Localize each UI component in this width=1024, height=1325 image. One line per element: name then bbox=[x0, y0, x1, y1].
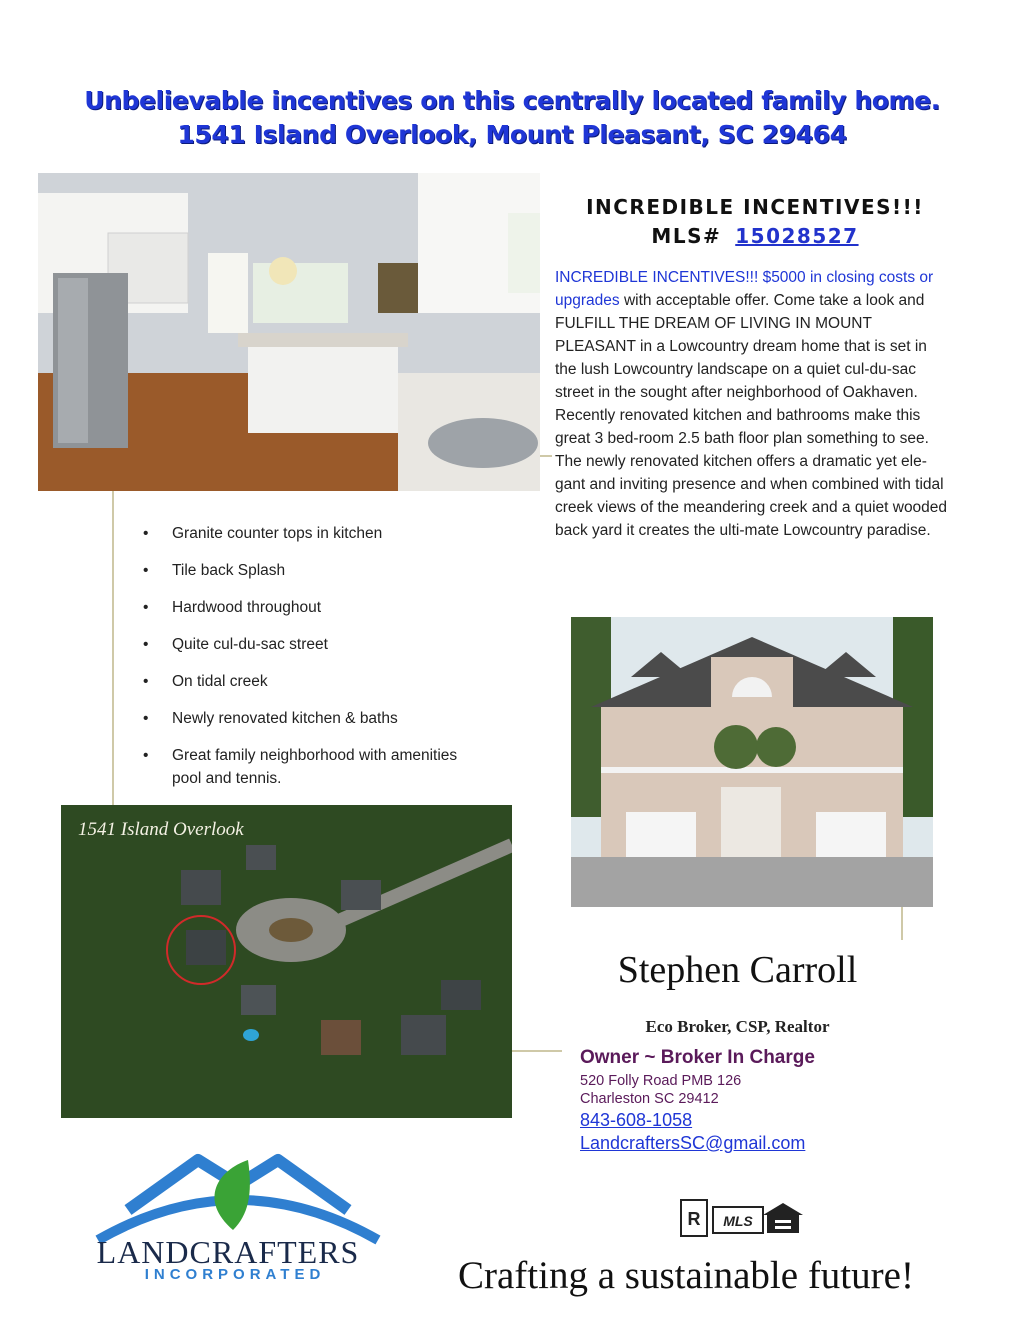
realtor-mls-badges bbox=[679, 1197, 819, 1243]
listing-description bbox=[555, 266, 950, 542]
list-item: • Quite cul-du-sac street bbox=[140, 633, 470, 656]
description-text: with acceptable offer. Come take a look and FULFILL THE DREAM OF LIVING IN MOUNT PLEASANT in a Lowcountry dream home that is set in the lush Lowcountry landscape on a quiet cul-du-sac street in the sought after neighborhood of Oakhaven. Recently renovated kitchen and bathrooms make this great 3 bed-room 2.5 bath floor plan something to see. The newly renovated kitchen offers a dramatic yet ele-gant and inviting presence and when combined with tidal creek views of the meandering creek and a quiet wooded back yard it creates the ulti-mate Lowcountry paradise. bbox=[555, 292, 948, 539]
incentives-heading bbox=[555, 193, 955, 251]
headline bbox=[0, 84, 1024, 152]
agent-name: Stephen Carroll bbox=[617, 949, 858, 991]
divider-line bbox=[112, 491, 114, 805]
bullet-icon: • bbox=[143, 636, 149, 653]
agent-credentials: Eco Broker, CSP, Realtor bbox=[645, 1017, 830, 1036]
landcrafters-logo bbox=[88, 1140, 388, 1290]
mls-line bbox=[555, 222, 955, 251]
mls-number-link[interactable]: 15028527 bbox=[735, 224, 859, 248]
address-line-2: Charleston SC 29412 bbox=[580, 1091, 719, 1107]
incentives-title: INCREDIBLE INCENTIVES!!! bbox=[586, 195, 924, 219]
svg-text:MLS: MLS bbox=[723, 1213, 753, 1229]
bullet-icon: • bbox=[143, 562, 149, 579]
logo-subtitle: INCORPORATED bbox=[144, 1266, 326, 1283]
agent-role: Owner ~ Broker In Charge bbox=[580, 1047, 815, 1068]
divider-line bbox=[901, 907, 903, 940]
headline-line-2: 1541 Island Overlook, Mount Pleasant, SC 29464 bbox=[177, 120, 847, 149]
features-list bbox=[140, 522, 470, 804]
address-line-1: 520 Folly Road PMB 126 bbox=[580, 1073, 742, 1089]
bullet-icon: • bbox=[143, 525, 149, 542]
bullet-icon: • bbox=[143, 673, 149, 690]
email-link[interactable]: LandcraftersSC@gmail.com bbox=[580, 1133, 806, 1153]
list-item: • Newly renovated kitchen & baths bbox=[140, 707, 470, 730]
aerial-caption: 1541 Island Overlook bbox=[78, 819, 244, 840]
logo-name: LANDCRAFTERS bbox=[96, 1234, 360, 1270]
svg-text:R: R bbox=[687, 1209, 701, 1229]
incentive-highlight: INCREDIBLE INCENTIVES!!! $5000 in closing costs or upgrades bbox=[555, 269, 934, 309]
kitchen-photo bbox=[38, 173, 540, 491]
list-item: • Granite counter tops in kitchen bbox=[140, 522, 470, 545]
mls-label: MLS# bbox=[651, 224, 722, 248]
divider-line bbox=[512, 1050, 562, 1052]
bullet-icon: • bbox=[143, 747, 149, 764]
headline-line-1: Unbelievable incentives on this centrally located family home. bbox=[84, 86, 940, 115]
list-item: • On tidal creek bbox=[140, 670, 470, 693]
bullet-icon: • bbox=[143, 710, 149, 727]
aerial-photo bbox=[61, 805, 512, 1118]
list-item: • Tile back Splash bbox=[140, 559, 470, 582]
slogan: Crafting a sustainable future! bbox=[458, 1254, 914, 1297]
bullet-icon: • bbox=[143, 599, 149, 616]
equal-housing-icon bbox=[763, 1203, 803, 1215]
divider-line bbox=[540, 455, 552, 457]
list-item: • Great family neighborhood with amenities pool and tennis. bbox=[140, 744, 470, 790]
phone-link[interactable]: 843-608-1058 bbox=[580, 1110, 693, 1130]
list-item: • Hardwood throughout bbox=[140, 596, 470, 619]
house-photo bbox=[571, 617, 933, 907]
